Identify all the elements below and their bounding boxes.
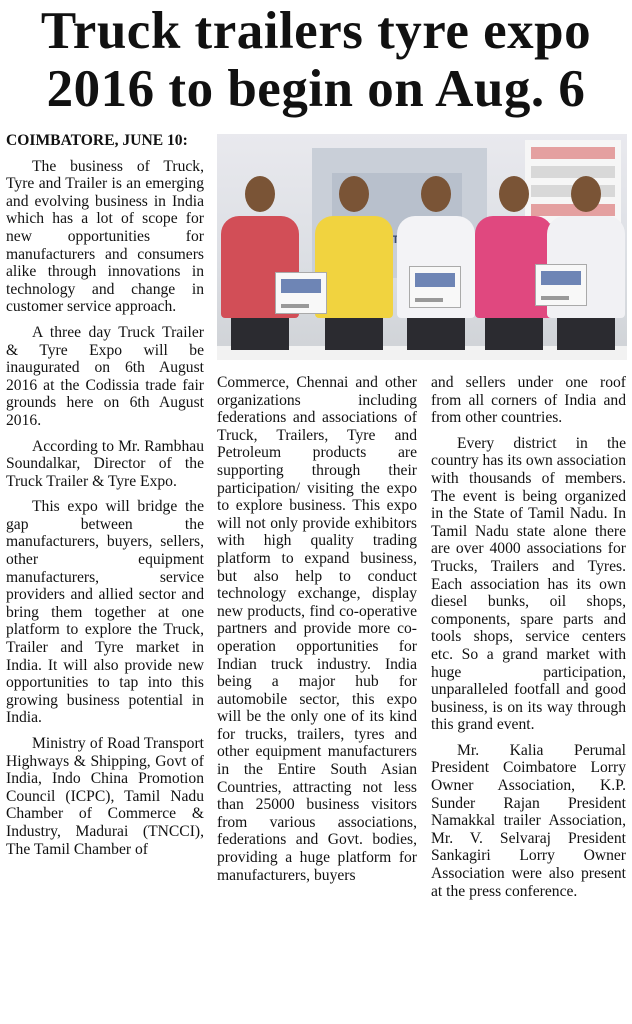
brochure (409, 266, 461, 308)
paragraph: This expo will bridge the gap between the manufacturers, buyers, sellers, other equipment manufacturers, service providers and allied sector and bring them together at one platform to explore the Truck, Trailer and Tyre market in India. It will also provide new opportunities to tap into this growing business potential in India. (6, 498, 204, 727)
headline-line-1: Truck trailers tyre expo (40, 2, 592, 60)
paragraph: and sellers under one roof from all corners of India and from other countries. (431, 374, 626, 427)
person-2 (315, 176, 393, 350)
article-column-2 (217, 374, 417, 892)
person-3 (397, 176, 475, 350)
headline (6, 2, 626, 118)
paragraph: According to Mr. Rambhau Soundalkar, Director of the Truck Trailer & Tyre Expo. (6, 437, 204, 490)
brochure (535, 264, 587, 306)
press-conference-photo (217, 134, 627, 360)
paragraph: A three day Truck Trailer & Tyre Expo will be inaugurated on 6th August 2016 at the Codissia trade fair grounds here on 6th August 2016. (6, 323, 204, 429)
paragraph: The business of Truck, Tyre and Trailer is an emerging and evolving business in India which has a lot of scope for new opportunities for manufacturers and consumers alike through innovations in technology and change in customer service approach. (6, 157, 204, 316)
paragraph: Ministry of Road Transport Highways & Shipping, Govt of India, Indo China Promotion Council (ICPC), Tamil Nadu Chamber of Commerce & Industry, Madurai (TNCCI), The Tamil Chamber of (6, 735, 204, 858)
dateline: COIMBATORE, JUNE 10: (6, 132, 188, 149)
person-5 (547, 176, 625, 350)
paragraph: Mr. Kalia Perumal President Coimbatore Lorry Owner Association, K.P. Sunder Rajan President Namakkal trailer Association, Mr. V. Selvaraj President Sankagiri Lorry Owner Association were also present at the press conference. (431, 741, 626, 900)
brochure (275, 272, 327, 314)
person-4 (475, 176, 553, 350)
article-column-1 (6, 132, 204, 866)
paragraph: Commerce, Chennai and other organizations including federations and associations of Truck, Trailers, Tyre and Petroleum products are supporting through their participation/ visiting the expo to explore business. This expo will not only provide exhibitors with high quality trading platform to expand business, but also help to conduct technology exchange, display new products, find co-operative partners and provide more co-operation opportunities for Indian truck industry. India being a major hub for automobile sector, this expo will be the only one of its kind for trucks, trailers, tyres and other equipment manufacturers in the Entire South Asian Countries, attracting not less than 25000 business visitors from various associations, federations and Govt. bodies, providing a huge platform for manufacturers, buyers (217, 374, 417, 884)
article-column-3 (431, 374, 626, 908)
headline-line-2: 2016 to begin on Aug. 6 (46, 60, 586, 118)
paragraph: Every district in the country has its own association with thousands of members. The event is being organized in the State of Tamil Nadu. In Tamil Nadu state alone there are over 4000 associations for Trucks, Trailers and Tyres. Each association has its own diesel bunks, oil shops, components, spare parts and tools shops, service centers etc. So a grand market with huge participation, unparalleled footfall and good business, is on its way through this grand event. (431, 434, 626, 734)
person-1 (221, 176, 299, 350)
